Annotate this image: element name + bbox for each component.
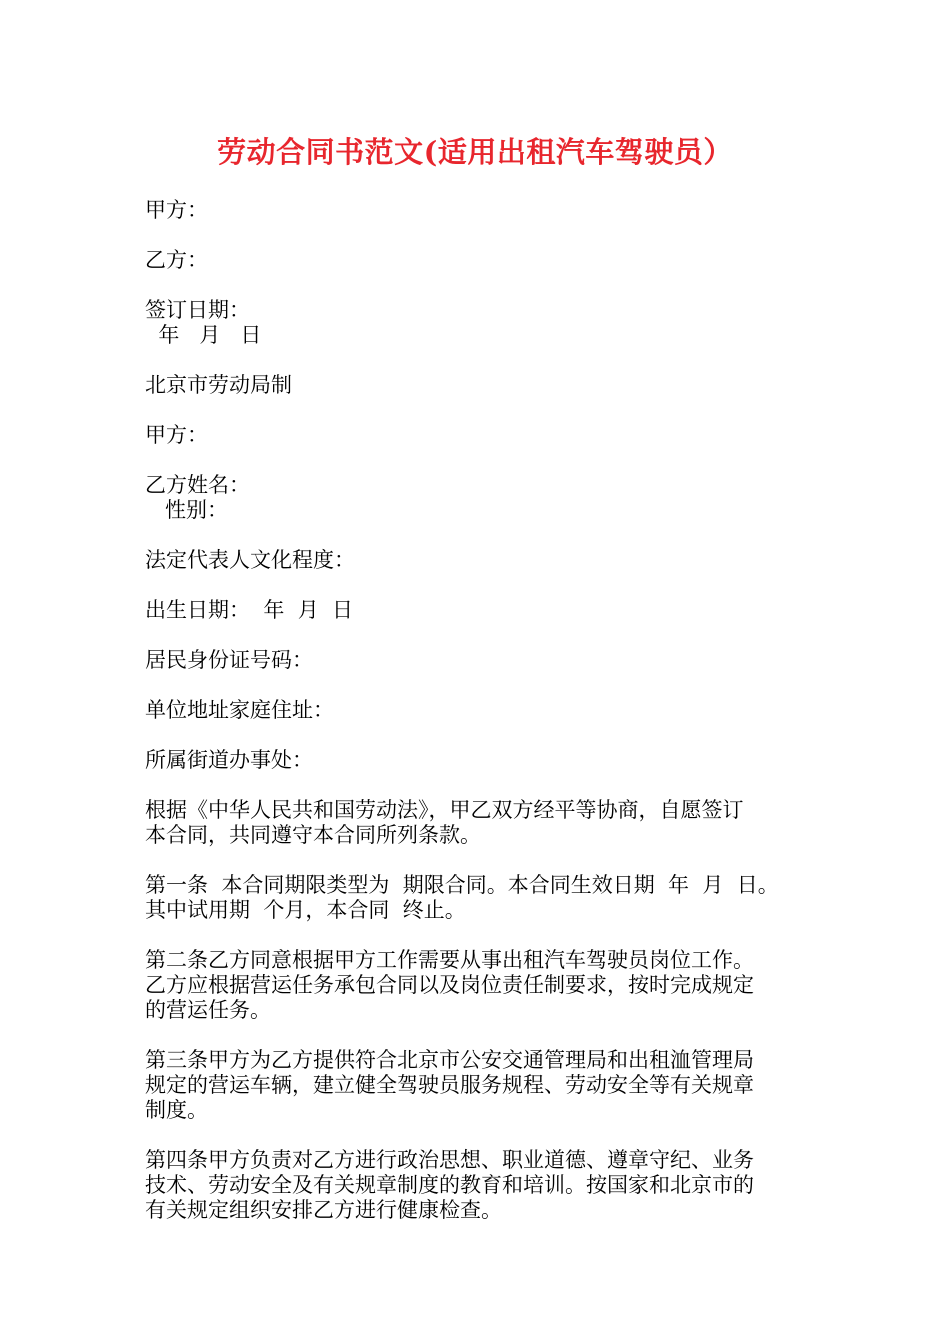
text-line: 北京市劳动局制	[145, 373, 292, 397]
text-line: 乙方应根据营运任务承包合同以及岗位责任制要求，按时完成规定	[145, 973, 754, 997]
text-line: 有关规定组织安排乙方进行健康检查。	[145, 1198, 502, 1222]
text-line: 规定的营运车辆，建立健全驾驶员服务规程、劳动安全等有关规章	[145, 1073, 754, 1097]
text-line: 乙方姓名：	[145, 473, 250, 497]
text-line: 甲方：	[145, 423, 208, 447]
text-line: 甲方：	[145, 198, 208, 222]
text-line: 第一条 本合同期限类型为 期限合同。本合同生效日期 年 月 日。	[145, 873, 779, 897]
text-line: 乙方：	[145, 248, 208, 272]
text-line: 所属街道办事处：	[145, 748, 313, 772]
text-line: 单位地址家庭住址：	[145, 698, 334, 722]
document-title: 劳动合同书范文(适用出租汽车驾驶员）	[217, 135, 733, 169]
text-line: 居民身份证号码：	[145, 648, 313, 672]
document-body	[145, 198, 810, 1248]
paragraph	[145, 373, 810, 398]
paragraph	[145, 198, 810, 223]
text-line: 技术、劳动安全及有关规章制度的教育和培训。按国家和北京市的	[145, 1173, 754, 1197]
paragraph	[145, 1148, 810, 1223]
paragraph	[145, 798, 810, 848]
paragraph	[145, 698, 810, 723]
text-line: 签订日期：	[145, 298, 250, 322]
paragraph	[145, 748, 810, 773]
paragraph	[145, 423, 810, 448]
text-line: 根据《中华人民共和国劳动法》，甲乙双方经平等协商，自愿签订	[145, 798, 744, 822]
text-line: 性别：	[145, 498, 229, 522]
paragraph	[145, 298, 810, 348]
paragraph	[145, 648, 810, 673]
paragraph	[145, 948, 810, 1023]
paragraph	[145, 1048, 810, 1123]
text-line: 本合同，共同遵守本合同所列条款。	[145, 823, 481, 847]
paragraph	[145, 548, 810, 573]
paragraph	[145, 598, 810, 623]
paragraph	[145, 473, 810, 523]
paragraph	[145, 873, 810, 923]
text-line: 其中试用期 个月，本合同 终止。	[145, 898, 466, 922]
text-line: 第四条甲方负责对乙方进行政治思想、职业道德、遵章守纪、业务	[145, 1148, 754, 1172]
text-line: 制度。	[145, 1098, 208, 1122]
text-line: 出生日期： 年 月 日	[145, 598, 354, 622]
paragraph	[145, 248, 810, 273]
text-line: 法定代表人文化程度：	[145, 548, 355, 572]
text-line: 第二条乙方同意根据甲方工作需要从事出租汽车驾驶员岗位工作。	[145, 948, 754, 972]
text-line: 的营运任务。	[145, 998, 271, 1022]
text-line: 年 月 日	[145, 323, 262, 347]
text-line: 第三条甲方为乙方提供符合北京市公安交通管理局和出租洫管理局	[145, 1048, 754, 1072]
